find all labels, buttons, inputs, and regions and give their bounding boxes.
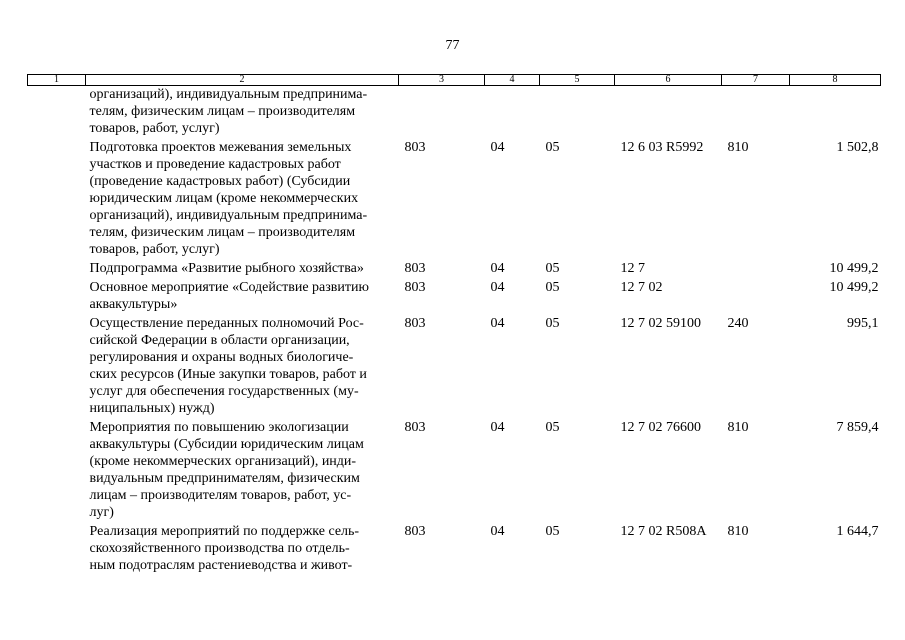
section-cell: 04: [490, 261, 505, 276]
item-name-cell: Подпрограмма «Развитие рыбного хозяйства»: [89, 261, 364, 276]
column-header: 7: [722, 75, 790, 86]
column-header: 8: [790, 75, 881, 86]
amount-cell: 7 859,4: [836, 420, 879, 435]
amount-cell: 995,1: [847, 316, 879, 331]
amount-cell: 10 499,2: [829, 280, 879, 295]
section-cell: 04: [490, 316, 505, 331]
subsection-cell: 05: [545, 316, 560, 331]
ministry-code-cell: 803: [404, 261, 426, 276]
table-row: [28, 417, 881, 521]
header-row: [28, 75, 881, 86]
subsection-cell: 05: [545, 140, 560, 155]
expense-type-cell: 240: [727, 316, 749, 331]
target-article-cell: 12 7 02 59100: [620, 316, 701, 331]
section-cell: 04: [490, 524, 505, 539]
amount-cell: 1 502,8: [836, 140, 879, 155]
row-index-cell: [28, 258, 86, 277]
column-header: 6: [615, 75, 722, 86]
item-name-cell: Осуществление переданных полномочий Рос- сийской Федерации в области организации, регулирования и охраны водных биологиче- ских ресурсов (Иные закупки товаров, работ и услуг для обеспечения государственных (му- ниципальных) нужд): [89, 316, 367, 416]
subsection-cell: 05: [545, 280, 560, 295]
expense-type-cell: 810: [727, 420, 749, 435]
ministry-code-cell: 803: [404, 280, 426, 295]
row-index-cell: [28, 521, 86, 574]
section-cell: 04: [490, 280, 505, 295]
ministry-code-cell: 803: [404, 316, 426, 331]
expense-type-cell: [722, 258, 790, 277]
subsection-cell: 05: [545, 524, 560, 539]
ministry-code-cell: 803: [404, 524, 426, 539]
target-article-cell: 12 7 02 76600: [620, 420, 701, 435]
budget-table: [27, 74, 881, 574]
item-name-cell: организаций), индивидуальным предпринима- телям, физическим лицам – производителям товаров, работ, услуг): [89, 87, 368, 136]
item-name-cell: Реализация мероприятий по поддержке сель- скохозяйственного производства по отдель- ным подотраслям растениеводства и живот-: [89, 524, 360, 573]
target-article-cell: 12 7: [620, 261, 645, 276]
target-article-cell: 12 7 02 R508A: [620, 524, 707, 539]
row-index-cell: [28, 277, 86, 313]
table-row: [28, 137, 881, 258]
section-cell: 04: [490, 420, 505, 435]
column-header: 1: [28, 75, 86, 86]
column-header: 2: [86, 75, 399, 86]
target-article-cell: 12 7 02: [620, 280, 663, 295]
amount-cell: 1 644,7: [836, 524, 879, 539]
item-name-cell: Подготовка проектов межевания земельных участков и проведение кадастровых работ (проведение кадастровых работ) (Субсидии юридическим лицам (кроме некоммерческих организаций), индивидуальным предпринима- телям, физическим лицам – производителям товаров, работ, услуг): [89, 140, 368, 257]
subsection-cell: [540, 86, 615, 138]
row-index-cell: [28, 86, 86, 138]
row-index-cell: [28, 137, 86, 258]
subsection-cell: 05: [545, 420, 560, 435]
target-article-cell: 12 6 03 R5992: [620, 140, 704, 155]
ministry-code-cell: 803: [404, 140, 426, 155]
page-number: 77: [445, 38, 460, 53]
expense-type-cell: [722, 277, 790, 313]
table-row: [28, 86, 881, 138]
section-cell: [485, 86, 540, 138]
expense-type-cell: [722, 86, 790, 138]
expense-type-cell: 810: [727, 524, 749, 539]
table-row: [28, 521, 881, 574]
row-index-cell: [28, 417, 86, 521]
expense-type-cell: 810: [727, 140, 749, 155]
ministry-code-cell: 803: [404, 420, 426, 435]
subsection-cell: 05: [545, 261, 560, 276]
row-index-cell: [28, 313, 86, 417]
item-name-cell: Мероприятия по повышению экологизации аквакультуры (Субсидии юридическим лицам (кроме некоммерческих организаций), инди- видуальным предпринимателям, физическим лицам – производителям товаров, работ, ус- луг): [89, 420, 364, 520]
ministry-code-cell: [399, 86, 485, 138]
table-row: [28, 277, 881, 313]
item-name-cell: Основное мероприятие «Содействие развитию аквакультуры»: [89, 280, 369, 312]
table-row: [28, 313, 881, 417]
column-header: 4: [485, 75, 540, 86]
section-cell: 04: [490, 140, 505, 155]
amount-cell: 10 499,2: [829, 261, 879, 276]
target-article-cell: [615, 86, 722, 138]
column-header: 3: [399, 75, 485, 86]
table-row: [28, 258, 881, 277]
amount-cell: [790, 86, 881, 138]
column-header: 5: [540, 75, 615, 86]
